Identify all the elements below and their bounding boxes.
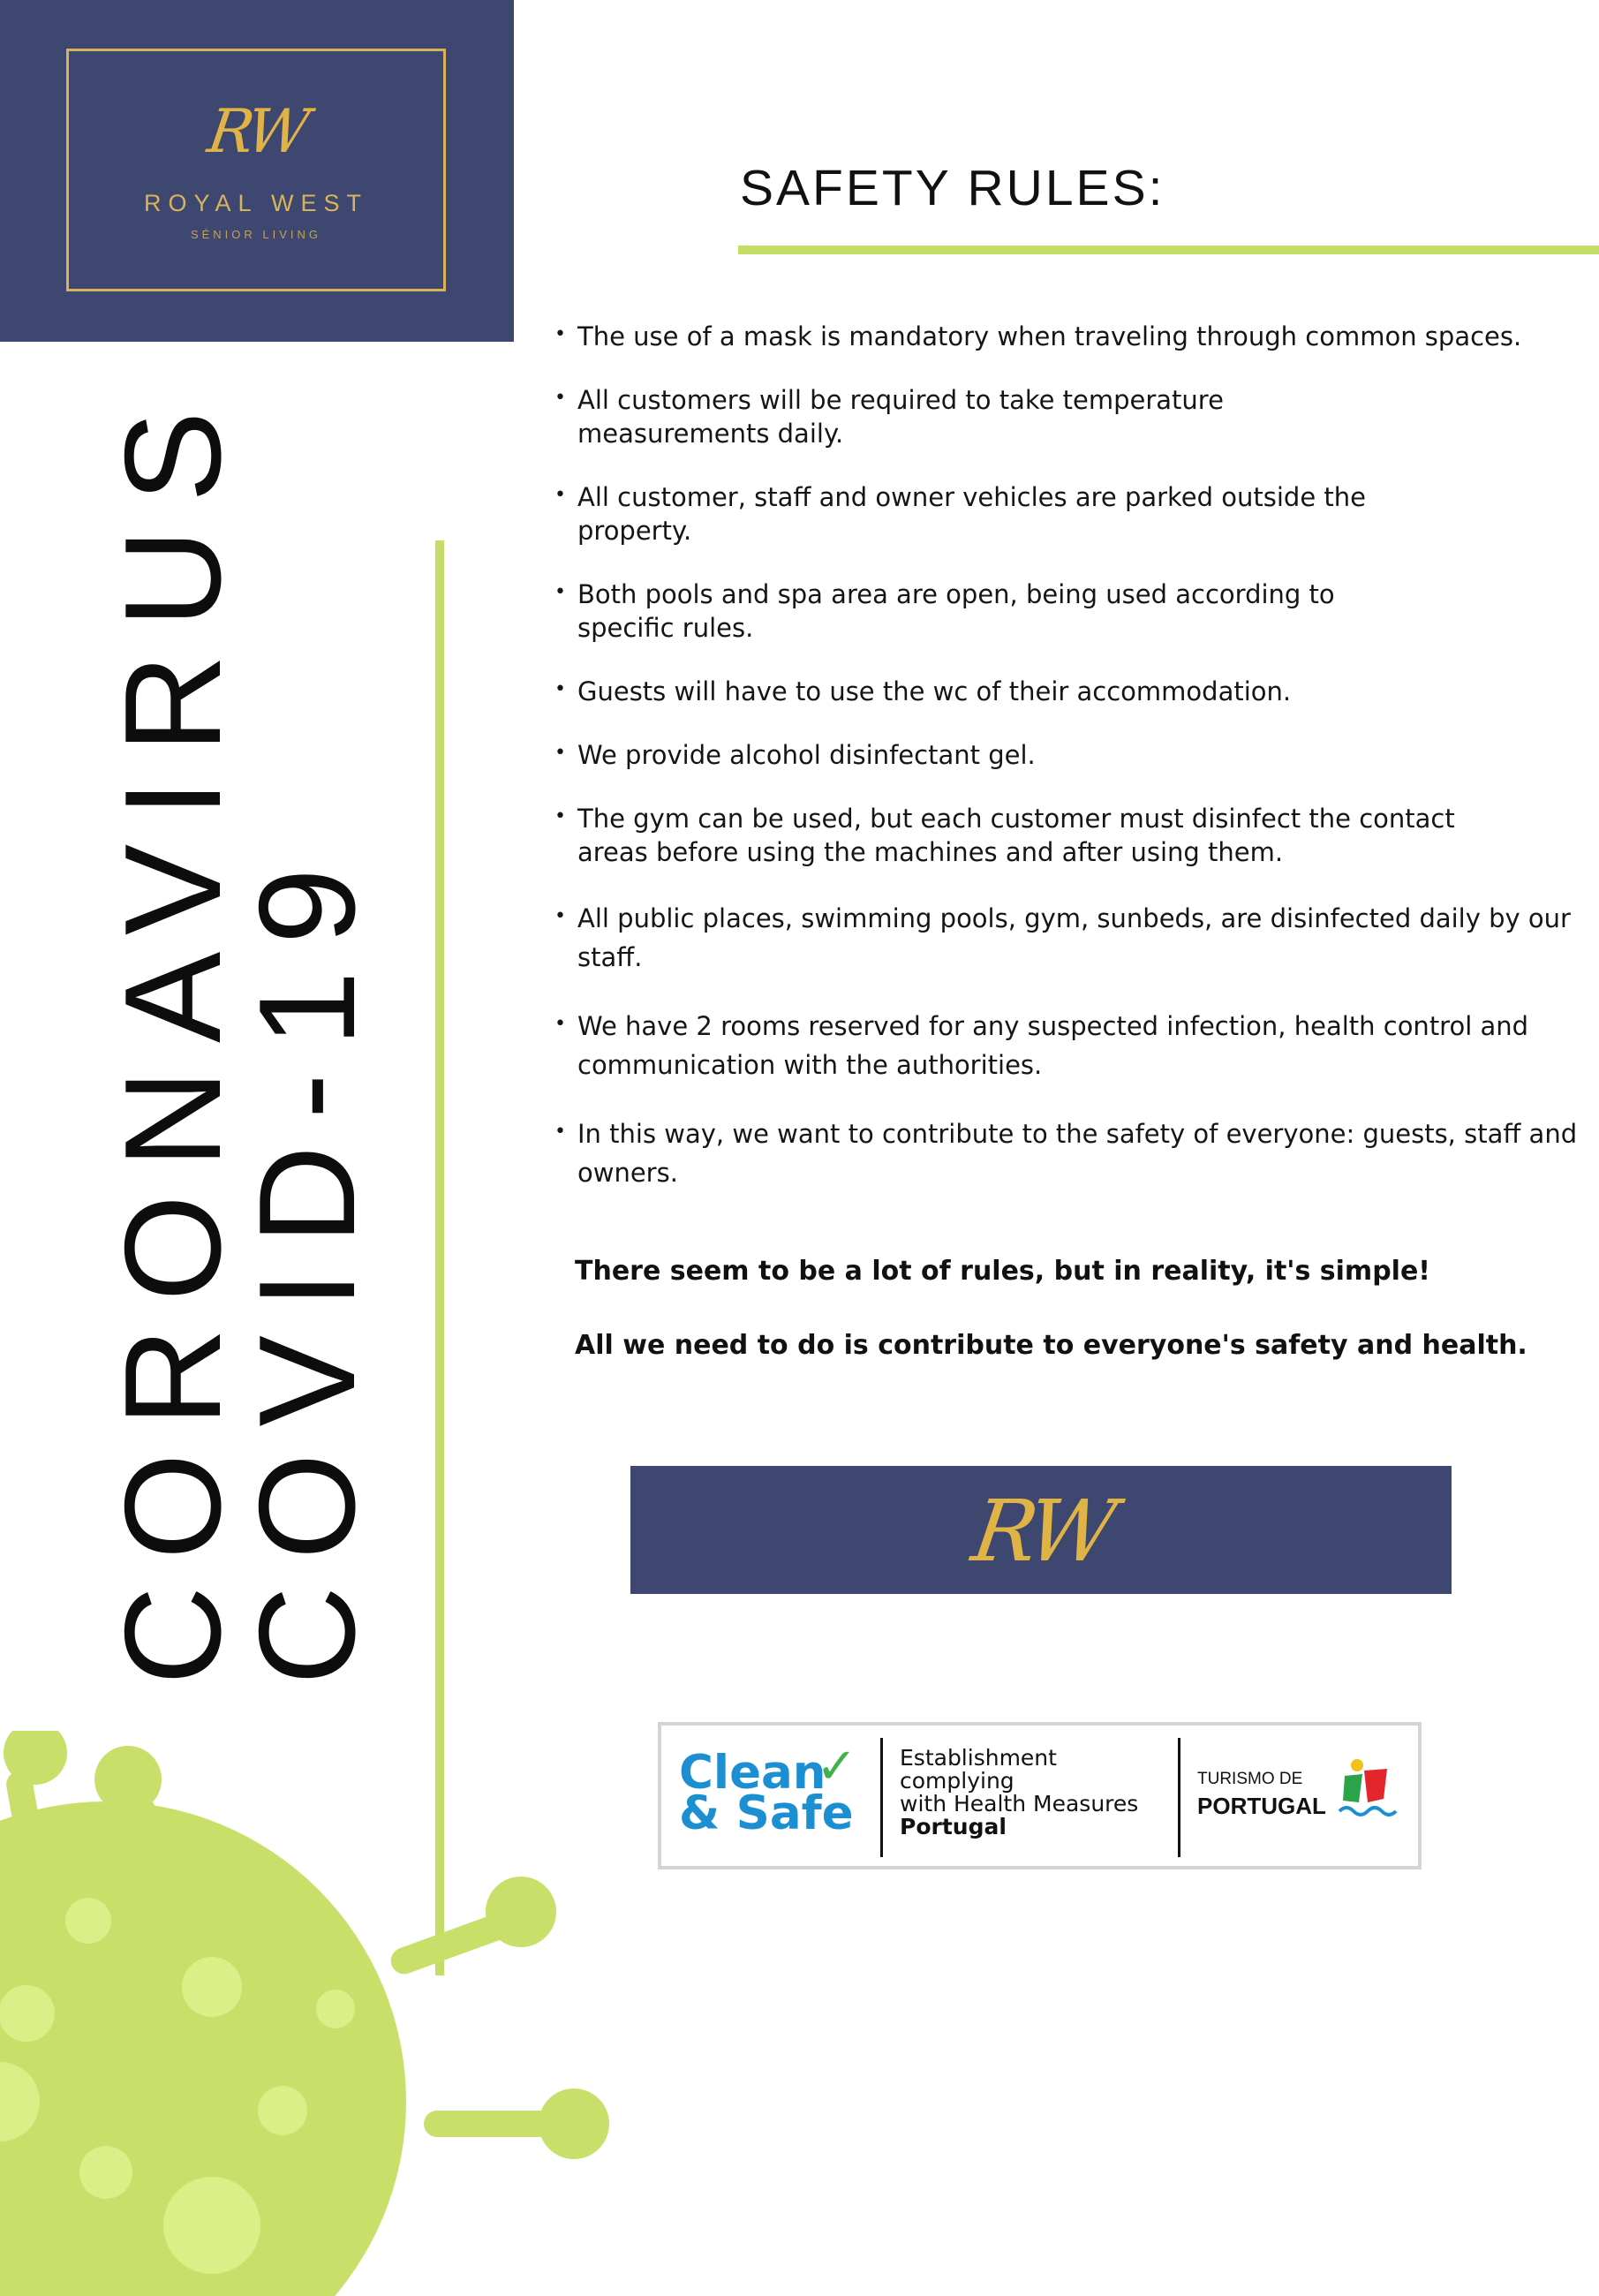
rule-text: The gym can be used, but each customer must disinfect the contact areas before using the machines and after using them. [577,804,1455,867]
check-icon: ✓ [816,1738,857,1795]
rule-item [554,578,1399,645]
banner-monogram: RW [966,1482,1116,1581]
rw-banner [630,1466,1452,1594]
title-underline [738,245,1599,254]
rule-text: The use of a mask is mandatory when traveling through common spaces. [577,321,1522,351]
closing-line-1: There seem to be a lot of rules, but in reality, it's simple! [575,1256,1430,1287]
virus-illustration [0,1731,777,2296]
badge-clean: Clean [679,1746,826,1800]
rule-item [554,480,1443,548]
turismo-portugal-icon [1332,1756,1403,1827]
bullet-icon: • [554,678,566,700]
side-title-covid: COVID-19 [230,842,383,1685]
logo-tagline: SÉNIOR LIVING [190,228,322,241]
rule-text: We have 2 rooms reserved for any suspected infection, health control and communication with the authorities. [577,1011,1529,1080]
logo-monogram: RW [203,97,309,167]
bullet-icon: • [554,1013,566,1035]
turismo-label: TURISMO DE [1197,1770,1303,1788]
rule-text: In this way, we want to contribute to the safety of everyone: guests, staff and owners. [577,1119,1578,1188]
badge-description [900,1747,1138,1839]
rule-text: All public places, swimming pools, gym, sunbeds, are disinfected daily by our staff. [577,903,1571,972]
badge-line: complying [900,1768,1014,1794]
logo-box [0,0,514,342]
rule-item [554,738,1593,772]
rule-item [554,802,1469,869]
rule-text: Both pools and spa area are open, being used according to specific rules. [577,579,1335,643]
rule-item [554,1114,1599,1192]
badge-divider [1178,1738,1180,1857]
badge-line: Portugal [900,1814,1007,1839]
rule-text: We provide alcohol disinfectant gel. [577,740,1036,770]
rules-list [554,320,1596,1192]
bullet-icon: • [554,905,566,927]
rule-text: Guests will have to use the wc of their accommodation. [577,676,1292,706]
badge-divider [880,1738,883,1857]
portugal-label: PORTUGAL [1197,1793,1326,1819]
bullet-icon: • [554,1121,566,1143]
rule-item [554,383,1266,450]
bullet-icon: • [554,742,566,764]
rule-item [554,320,1593,353]
bullet-icon: • [554,323,566,345]
page-title: SAFETY RULES: [740,160,1165,216]
rule-item [554,675,1593,708]
bullet-icon: • [554,484,566,506]
bullet-icon: • [554,805,566,827]
closing-line-2: All we need to do is contribute to everyone's safety and health. [575,1330,1527,1361]
badge-line: Establishment [900,1745,1057,1771]
rule-item [554,1007,1599,1084]
badge-safe: & Safe [679,1786,854,1840]
rule-item [554,899,1599,977]
logo-name: ROYAL WEST [143,190,369,216]
rule-text: All customers will be required to take temperature measurements daily. [577,385,1224,449]
side-title-coronavirus: CORONAVIRUS [96,384,249,1685]
logo-frame [66,49,446,291]
bullet-icon: • [554,581,566,603]
badge-line: with Health Measures [900,1791,1139,1816]
bullet-icon: • [554,387,566,409]
rule-text: All customer, staff and owner vehicles are parked outside the property. [577,482,1366,546]
